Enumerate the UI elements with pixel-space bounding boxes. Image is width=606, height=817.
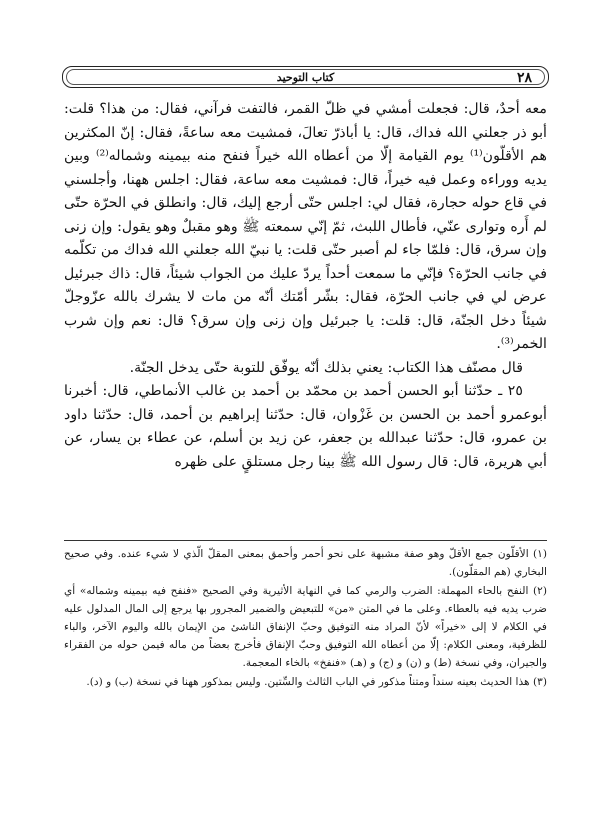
body-paragraph: معه أحدٌ، قال: فجعلت أمشي في ظلّ القمر، فالتفت فرآني، فقال: من هذا؟ قلت: أبو ذر جعلني الله فداك، قال: يا أباذرّ تعالَ، فمشيت معه ساعةً، فقال: إنّ المكثرين هم الأقلّون⁽¹⁾ يوم القيامة إلّا من أعطاه الله خيراً فنفح منه بيمينه وشماله⁽²⁾ وبين يديه ووراءه وعمل فيه خيراً، قال: فمشيت معه ساعة، فقال: اجلس ههنا، وأجلسني في قاع حوله حجارة، فقال لي: اجلس حتّى أرجع إليك، قال: وانطلق في الحرّة حتّى لم أَره وتوارى عنّي، فأطال اللبث، ثمّ إنّي سمعته ﷺ وهو مقبلٌ وهو يقول: وإن زنى وإن سرق، قال: فلمّا جاء لم أصبر حتّى قلت: يا نبيّ الله جعلني الله فداك من تكلّمه في جانب الحرّة؟ فإنّي ما سمعت أحداً يردّ عليك من الجواب شيئاً، قال: ذاك جبرئيل عرض لي في جانب الحرّة، فقال: بشّر أمّتك أنّه من مات لا يشرك بالله عزّوجلّ شيئاً دخل الجنّة، قال: قلت: يا جبرئيل وإن زنى وإن سرق؟ قال: نعم وإن شرب الخمر⁽³⁾.	[64, 101, 547, 352]
footnote-separator	[64, 540, 547, 541]
header-title: كتاب التوحيد	[276, 71, 335, 84]
hadith-25: ٢٥ ـ حدّثنا أبو الحسن أحمد بن محمّد بن أحمد بن غالب الأنماطي، قال: أخبرنا أبوعمرو أحمد بن الحسن بن غَزْوان، قال: حدّثنا إبراهيم بن أحمد، قال: حدّثنا داود بن عمرو، قال: حدّثنا عبدالله بن جعفر، عن زيد بن أسلم، عن عطاء بن يسار، عن أبي هريرة، قال: قال رسول الله ﷺ بينا رجل مستلقٍ على ظهره	[64, 383, 547, 470]
main-text	[64, 98, 547, 474]
running-header	[62, 66, 549, 88]
footnote-1: (١) الأقلّون جمع الأقلّ وهو صفة مشبهة على نحو أحمر وأحمق بمعنى المقلّ الّذي لا شيء عنده. وفي صحيح البخاري (هم المقلّون).	[64, 548, 547, 578]
footnote-3: (٣) هذا الحديث بعينه سنداً ومتناً مذكور في الباب الثالث والسِّتين. وليس بمذكور ههنا في نسخة (ب) و (د).	[86, 676, 547, 688]
page-number: ٢٨	[516, 70, 532, 86]
author-comment: قال مصنّف هذا الكتاب: يعني بذلك أنّه يوفّق للتوبة حتّى يدخل الجنّة.	[129, 359, 523, 376]
footnote-2: (٢) النفح بالحاء المهملة: الضرب والرمي كما في النهاية الأثيرية وفي الصحيح «فنفح فيه بيمينه وشماله» أي ضرب يديه فيه بالعطاء. وعلى ما في المتن «من» للتبعيض والضمير المجرور بها يرجع إلى المال المدلول عليه في الكلام لا إلى «خيراً» لأنّ المراد منه التوفيق وحبّ الإنفاق الناشئ من الإيمان بالله واليوم الآخر، والباء للظرفية، ومعنى الكلام: إلّا من أعطاه الله التوفيق وحبّ الإنفاق فأخرج بعضاً من ماله فيمن حوله من الفقراء والجيران، وفي نسخة (ط) و (ن) و (ج) و (هـ) «فنفخ» بالخاء المعجمة.	[64, 585, 547, 669]
footnotes	[64, 545, 547, 692]
header-frame	[66, 69, 545, 85]
